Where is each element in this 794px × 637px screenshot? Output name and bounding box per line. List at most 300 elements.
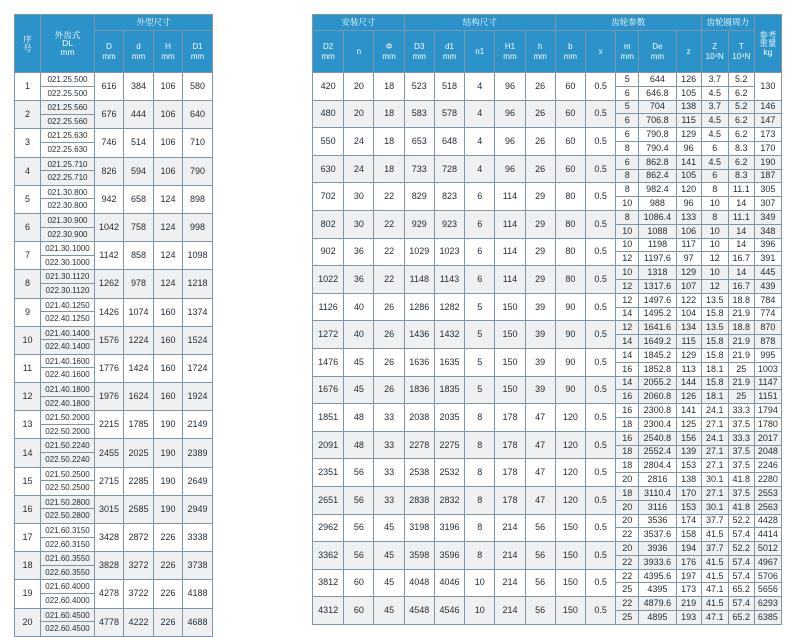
col-weight-header: 参考 重量 kg (754, 15, 781, 73)
cell-h: 29 (525, 266, 555, 294)
gear-z: 134 (676, 321, 701, 335)
cell-h1: 178 (495, 431, 525, 459)
cell-phi: 33 (374, 486, 404, 514)
col-header-d: d mm (124, 31, 154, 73)
cell-h1: 178 (495, 404, 525, 432)
cell-d1: 1835 (434, 376, 464, 404)
weight-cell: 1147 (754, 376, 781, 390)
gear-t: 6.2 (728, 128, 754, 142)
cell-h1: 214 (495, 569, 525, 597)
cell-d3: 2538 (404, 459, 434, 487)
cell-x: 0.5 (586, 293, 616, 321)
gear-de: 704 (639, 100, 677, 114)
col-header-13: Z 10⁴N (701, 31, 728, 73)
weight-cell: 445 (754, 266, 781, 280)
seq-cell: 20 (15, 608, 41, 636)
gear-de: 2552.4 (639, 445, 677, 459)
cell-d1: 640 (183, 101, 213, 129)
gear-z: 13.5 (701, 293, 728, 307)
cell-n: 30 (344, 210, 374, 238)
cell-n1: 6 (465, 266, 495, 294)
cell-h: 226 (154, 608, 183, 636)
cell-n: 56 (344, 486, 374, 514)
cell-phi: 22 (374, 183, 404, 211)
gear-z: 193 (676, 611, 701, 625)
cell-d: 3428 (95, 524, 124, 552)
table-row (313, 183, 782, 197)
weight-cell: 187 (754, 169, 781, 183)
gear-m: 18 (616, 445, 639, 459)
cell-d1: 3596 (434, 542, 464, 570)
weight-cell: 170 (754, 141, 781, 155)
cell-d1: 1635 (434, 348, 464, 376)
table-row (15, 101, 213, 129)
gear-t: 18.8 (728, 293, 754, 307)
cell-h: 56 (525, 514, 555, 542)
cell-h1: 150 (495, 348, 525, 376)
cell-n: 48 (344, 431, 374, 459)
table-row (15, 439, 213, 467)
cell-d2: 2351 (313, 459, 344, 487)
gear-m: 22 (616, 569, 639, 583)
model-number: 022.30.1120 (45, 285, 90, 295)
weight-cell: 391 (754, 252, 781, 266)
cell-b: 90 (555, 348, 585, 376)
cell-d2: 4312 (313, 597, 344, 625)
gear-de: 2816 (639, 473, 677, 487)
weight-cell: 2017 (754, 431, 781, 445)
cell-x: 0.5 (586, 128, 616, 156)
seq-cell: 15 (15, 467, 41, 495)
cell-n1: 4 (465, 155, 495, 183)
table-row (15, 129, 213, 157)
gear-z: 173 (676, 583, 701, 597)
gear-m: 8 (616, 141, 639, 155)
cell-h: 226 (154, 580, 183, 608)
gear-de: 862.8 (639, 155, 677, 169)
seq-cell: 10 (15, 326, 41, 354)
model-cell (41, 580, 95, 608)
cell-h: 160 (154, 326, 183, 354)
weight-cell: 5656 (754, 583, 781, 597)
cell-d2: 802 (313, 210, 344, 238)
cell-phi: 22 (374, 238, 404, 266)
cell-d2: 902 (313, 238, 344, 266)
group-header-install: 安装尺寸 (313, 15, 405, 31)
cell-b: 120 (555, 404, 585, 432)
cell-n: 40 (344, 321, 374, 349)
cell-d1: 4546 (434, 597, 464, 625)
table-row (15, 524, 213, 552)
cell-d: 1224 (124, 326, 154, 354)
cell-h1: 214 (495, 514, 525, 542)
cell-b: 120 (555, 486, 585, 514)
gear-m: 6 (616, 128, 639, 142)
cell-d: 3015 (95, 495, 124, 523)
model-cell (41, 439, 95, 467)
cell-d: 746 (95, 129, 124, 157)
gear-t: 52.2 (728, 542, 754, 556)
cell-h: 124 (154, 242, 183, 270)
gear-z: 37.7 (701, 514, 728, 528)
model-number: 021.50.2240 (41, 439, 94, 453)
gear-z: 41.5 (701, 555, 728, 569)
cell-d3: 1636 (404, 348, 434, 376)
cell-h: 106 (154, 73, 183, 101)
cell-b: 60 (555, 73, 585, 101)
gear-z: 153 (676, 459, 701, 473)
table-row (313, 376, 782, 390)
gear-m: 8 (616, 210, 639, 224)
gear-z: 126 (676, 390, 701, 404)
seq-cell: 8 (15, 270, 41, 298)
table-row (313, 542, 782, 556)
cell-h1: 96 (495, 73, 525, 101)
cell-h: 47 (525, 404, 555, 432)
cell-n: 60 (344, 597, 374, 625)
cell-d2: 630 (313, 155, 344, 183)
gear-z: 197 (676, 569, 701, 583)
gear-z: 3.7 (701, 73, 728, 87)
model-number: 022.50.2800 (45, 511, 90, 521)
cell-d3: 1436 (404, 321, 434, 349)
cell-h1: 96 (495, 155, 525, 183)
cell-d: 658 (124, 185, 154, 213)
gear-z: 105 (676, 86, 701, 100)
gear-z: 47.1 (701, 611, 728, 625)
weight-cell: 1003 (754, 362, 781, 376)
cell-d3: 583 (404, 100, 434, 128)
gear-m: 10 (616, 197, 639, 211)
cell-phi: 22 (374, 266, 404, 294)
col-header-2: Φ mm (374, 31, 404, 73)
seq-cell: 2 (15, 101, 41, 129)
gear-z: 4.5 (701, 86, 728, 100)
cell-h: 26 (525, 155, 555, 183)
cell-h1: 150 (495, 376, 525, 404)
cell-b: 90 (555, 321, 585, 349)
gear-t: 33.3 (728, 404, 754, 418)
cell-h: 29 (525, 183, 555, 211)
seq-cell: 17 (15, 524, 41, 552)
gear-t: 21.9 (728, 376, 754, 390)
gear-z: 41.5 (701, 597, 728, 611)
cell-d1: 1374 (183, 298, 213, 326)
cell-h: 56 (525, 597, 555, 625)
gear-z: 122 (676, 293, 701, 307)
weight-cell: 2553 (754, 486, 781, 500)
cell-d: 2025 (124, 439, 154, 467)
gear-t: 57.4 (728, 555, 754, 569)
model-cell (41, 270, 95, 298)
gear-z: 176 (676, 555, 701, 569)
model-number: 022.40.1800 (45, 398, 90, 408)
col-dl-header: 外齿式 DL mm (41, 15, 95, 73)
cell-h: 160 (154, 354, 183, 382)
cell-b: 120 (555, 459, 585, 487)
weight-cell: 130 (754, 73, 781, 101)
gear-m: 20 (616, 500, 639, 514)
cell-x: 0.5 (586, 486, 616, 514)
seq-cell: 18 (15, 552, 41, 580)
gear-t: 14 (728, 238, 754, 252)
cell-d2: 1851 (313, 404, 344, 432)
col-header-4: d1 mm (434, 31, 464, 73)
cell-d2: 480 (313, 100, 344, 128)
cell-d1: 1023 (434, 238, 464, 266)
weight-cell: 396 (754, 238, 781, 252)
gear-m: 14 (616, 376, 639, 390)
gear-z: 15.8 (701, 335, 728, 349)
gear-z: 24.1 (701, 431, 728, 445)
cell-n1: 5 (465, 293, 495, 321)
gear-de: 988 (639, 197, 677, 211)
gear-t: 14 (728, 197, 754, 211)
cell-h: 39 (525, 321, 555, 349)
gear-z: 115 (676, 335, 701, 349)
cell-d1: 4046 (434, 569, 464, 597)
gear-de: 1497.6 (639, 293, 677, 307)
gear-de: 1318 (639, 266, 677, 280)
gear-z: 12 (701, 279, 728, 293)
table-row (313, 321, 782, 335)
gear-z: 30.1 (701, 473, 728, 487)
cell-h1: 114 (495, 238, 525, 266)
model-cell (41, 242, 95, 270)
cell-h: 190 (154, 439, 183, 467)
table-row (15, 467, 213, 495)
gear-m: 20 (616, 514, 639, 528)
cell-d: 676 (95, 101, 124, 129)
table-row (313, 238, 782, 252)
model-cell (41, 73, 95, 101)
model-number: 021.60.3550 (41, 552, 94, 566)
cell-h1: 178 (495, 486, 525, 514)
cell-n: 20 (344, 73, 374, 101)
gear-t: 25 (728, 362, 754, 376)
gear-m: 12 (616, 252, 639, 266)
gear-de: 2804.4 (639, 459, 677, 473)
cell-b: 120 (555, 431, 585, 459)
cell-b: 80 (555, 183, 585, 211)
cell-h1: 214 (495, 597, 525, 625)
cell-h: 106 (154, 129, 183, 157)
gear-de: 4395 (639, 583, 677, 597)
gear-t: 5.2 (728, 100, 754, 114)
model-number: 022.40.1250 (45, 314, 90, 324)
col-header-12: z (676, 31, 701, 73)
cell-d2: 550 (313, 128, 344, 156)
cell-d1: 1432 (434, 321, 464, 349)
model-cell (41, 495, 95, 523)
gear-z: 170 (676, 486, 701, 500)
cell-d: 1074 (124, 298, 154, 326)
gear-m: 16 (616, 362, 639, 376)
gear-z: 133 (676, 210, 701, 224)
gear-m: 22 (616, 597, 639, 611)
gear-z: 3.7 (701, 100, 728, 114)
model-cell (41, 467, 95, 495)
cell-d1: 1218 (183, 270, 213, 298)
weight-cell: 6293 (754, 597, 781, 611)
cell-h: 39 (525, 293, 555, 321)
gear-z: 96 (676, 197, 701, 211)
gear-m: 6 (616, 155, 639, 169)
gear-de: 3933.6 (639, 555, 677, 569)
cell-n1: 10 (465, 569, 495, 597)
table-row (15, 552, 213, 580)
col-header-h: H mm (154, 31, 183, 73)
gear-t: 65.2 (728, 611, 754, 625)
cell-h: 47 (525, 431, 555, 459)
cell-d: 1262 (95, 270, 124, 298)
model-number: 021.30.1120 (41, 270, 94, 284)
gear-z: 138 (676, 100, 701, 114)
table-row (15, 411, 213, 439)
cell-d2: 702 (313, 183, 344, 211)
table-row (15, 185, 213, 213)
gear-z: 37.7 (701, 542, 728, 556)
gear-z: 18.1 (701, 390, 728, 404)
table-row (15, 608, 213, 636)
cell-d: 1424 (124, 354, 154, 382)
cell-b: 150 (555, 514, 585, 542)
cell-h: 106 (154, 101, 183, 129)
model-number: 022.50.2240 (45, 455, 90, 465)
model-cell (41, 101, 95, 129)
cell-h: 124 (154, 213, 183, 241)
cell-d2: 420 (313, 73, 344, 101)
cell-d: 826 (95, 157, 124, 185)
gear-z: 4.5 (701, 114, 728, 128)
cell-d1: 2832 (434, 486, 464, 514)
seq-cell: 7 (15, 242, 41, 270)
cell-d3: 4048 (404, 569, 434, 597)
cell-phi: 45 (374, 569, 404, 597)
cell-d1: 2649 (183, 467, 213, 495)
seq-cell: 9 (15, 298, 41, 326)
cell-n: 36 (344, 238, 374, 266)
cell-h: 226 (154, 552, 183, 580)
gear-t: 11.1 (728, 183, 754, 197)
cell-d: 3272 (124, 552, 154, 580)
model-number: 021.25.710 (41, 158, 94, 172)
gear-m: 16 (616, 431, 639, 445)
outer-dimensions-table (14, 14, 213, 637)
cell-d1: 2149 (183, 411, 213, 439)
gear-z: 24.1 (701, 404, 728, 418)
cell-d1: 1098 (183, 242, 213, 270)
cell-phi: 45 (374, 542, 404, 570)
gear-z: 10 (701, 266, 728, 280)
cell-x: 0.5 (586, 431, 616, 459)
gear-z: 117 (676, 238, 701, 252)
cell-phi: 18 (374, 100, 404, 128)
cell-d1: 1524 (183, 326, 213, 354)
gear-z: 106 (676, 224, 701, 238)
table-row (15, 580, 213, 608)
gear-t: 8.3 (728, 169, 754, 183)
gear-de: 2300.8 (639, 404, 677, 418)
cell-d3: 523 (404, 73, 434, 101)
gear-z: 129 (676, 266, 701, 280)
seq-cell: 16 (15, 495, 41, 523)
gear-z: 129 (676, 128, 701, 142)
cell-phi: 18 (374, 73, 404, 101)
model-cell (41, 552, 95, 580)
model-cell (41, 213, 95, 241)
table-row (15, 270, 213, 298)
seq-cell: 14 (15, 439, 41, 467)
weight-cell: 870 (754, 321, 781, 335)
cell-n1: 5 (465, 321, 495, 349)
cell-phi: 18 (374, 155, 404, 183)
gear-de: 1317.6 (639, 279, 677, 293)
cell-d1: 2275 (434, 431, 464, 459)
weight-cell: 6385 (754, 611, 781, 625)
model-number: 022.30.800 (47, 201, 88, 211)
gear-z: 96 (676, 141, 701, 155)
cell-d: 594 (124, 157, 154, 185)
cell-n: 56 (344, 542, 374, 570)
gear-m: 16 (616, 390, 639, 404)
gear-z: 13.5 (701, 321, 728, 335)
cell-phi: 45 (374, 597, 404, 625)
gear-de: 1198 (639, 238, 677, 252)
group-header-outer-dimensions: 外型尺寸 (95, 15, 213, 31)
cell-d3: 829 (404, 183, 434, 211)
cell-n1: 6 (465, 183, 495, 211)
cell-d2: 1676 (313, 376, 344, 404)
table-row (313, 459, 782, 473)
gear-z: 6 (701, 169, 728, 183)
cell-d: 3828 (95, 552, 124, 580)
gear-de: 862.4 (639, 169, 677, 183)
gear-de: 1197.6 (639, 252, 677, 266)
cell-phi: 26 (374, 376, 404, 404)
cell-h1: 114 (495, 210, 525, 238)
gear-de: 4879.6 (639, 597, 677, 611)
cell-h1: 96 (495, 128, 525, 156)
col-header-7: h mm (525, 31, 555, 73)
cell-d1: 578 (434, 100, 464, 128)
gear-z: 113 (676, 362, 701, 376)
gear-t: 65.2 (728, 583, 754, 597)
weight-cell: 1780 (754, 417, 781, 431)
gear-t: 21.9 (728, 348, 754, 362)
table-row (15, 495, 213, 523)
gear-z: 174 (676, 514, 701, 528)
weight-cell: 2563 (754, 500, 781, 514)
group-header-gear-params: 齿轮参数 (555, 15, 701, 31)
cell-h: 190 (154, 495, 183, 523)
gear-z: 47.1 (701, 583, 728, 597)
cell-d1: 518 (434, 73, 464, 101)
cell-x: 0.5 (586, 183, 616, 211)
cell-b: 80 (555, 238, 585, 266)
weight-cell: 5012 (754, 542, 781, 556)
cell-d1: 580 (183, 73, 213, 101)
gear-t: 18.8 (728, 321, 754, 335)
gear-t: 16.7 (728, 279, 754, 293)
cell-x: 0.5 (586, 266, 616, 294)
model-cell (41, 383, 95, 411)
model-number: 022.25.630 (47, 144, 88, 154)
model-cell (41, 185, 95, 213)
table-row (15, 298, 213, 326)
gear-z: 6 (701, 141, 728, 155)
gear-z: 27.1 (701, 459, 728, 473)
